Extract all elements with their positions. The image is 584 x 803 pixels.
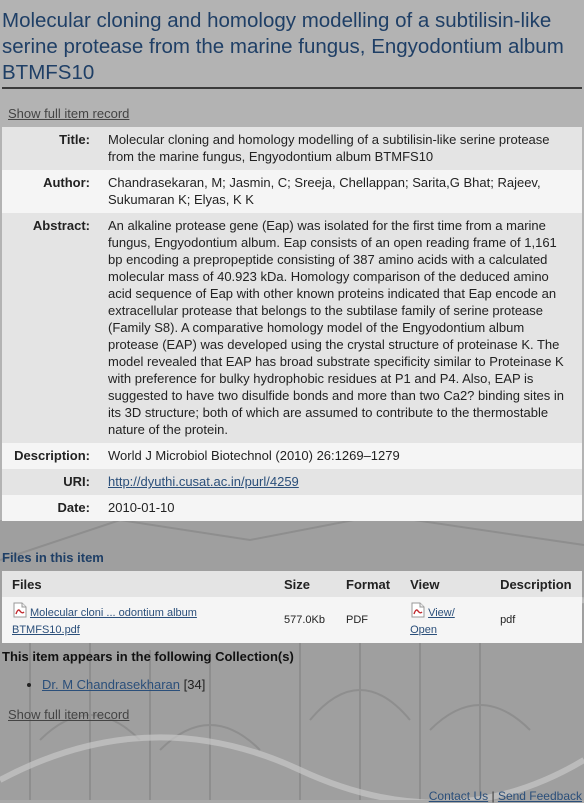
column-header-files: Files <box>2 571 274 597</box>
file-description: pdf <box>490 597 582 643</box>
metadata-row-abstract <box>2 213 582 443</box>
metadata-row-uri <box>2 469 582 495</box>
metadata-value: Chandrasekaran, M; Jasmin, C; Sreeja, Chellappan; Sarita,G Bhat; Rajeev, Sukumaran K; Elyas, K K <box>98 170 582 213</box>
metadata-row-title <box>2 127 582 170</box>
metadata-value: 2010-01-10 <box>98 495 582 521</box>
contact-us-link[interactable]: Contact Us <box>428 789 489 803</box>
footer-separator: | <box>491 789 495 803</box>
file-download-link[interactable] <box>12 607 197 636</box>
collection-link[interactable]: Dr. M Chandrasekharan <box>42 677 181 692</box>
file-name-part2: BTMFS10.pdf <box>12 624 80 636</box>
table-row <box>2 597 582 643</box>
metadata-row-description <box>2 443 582 469</box>
uri-link[interactable]: http://dyuthi.cusat.ac.in/purl/4259 <box>108 474 299 489</box>
page-title: Molecular cloning and homology modelling of a subtilisin-like serine protease from the marine fungus, Engyodontium album BTMFS10 <box>2 9 564 84</box>
collection-count: [34] <box>183 677 206 692</box>
files-header-row <box>2 571 582 597</box>
column-header-view: View <box>400 571 490 597</box>
metadata-label: Title: <box>2 127 98 170</box>
metadata-label: Author: <box>2 170 98 213</box>
pdf-file-icon <box>12 602 28 623</box>
pdf-view-icon <box>410 602 426 623</box>
collections-list <box>22 676 205 694</box>
footer <box>429 789 582 803</box>
file-name-part1: Molecular cloni ... odontium album <box>30 607 197 619</box>
metadata-value: World J Microbiol Biotechnol (2010) 26:1269–1279 <box>98 443 582 469</box>
metadata-row-author <box>2 170 582 213</box>
file-format: PDF <box>336 597 400 643</box>
collections-heading: This item appears in the following Collection(s) <box>2 649 294 664</box>
file-size: 577.0Kb <box>274 597 336 643</box>
metadata-label: Abstract: <box>2 213 98 443</box>
metadata-value <box>98 469 582 495</box>
column-header-size: Size <box>274 571 336 597</box>
item-title-block <box>2 8 582 86</box>
view-cell <box>400 597 490 643</box>
metadata-label: Date: <box>2 495 98 521</box>
column-header-format: Format <box>336 571 400 597</box>
metadata-table <box>2 127 582 521</box>
show-full-record-link-top[interactable]: Show full item record <box>8 106 130 121</box>
metadata-label: URI: <box>2 469 98 495</box>
file-cell <box>2 597 274 643</box>
metadata-value: An alkaline protease gene (Eap) was isolated for the first time from a marine fungus, Engyodontium album. Eap consists of an open reading frame of 1,161 bp encoding a prepropeptide consisting of 387 amino acids with a calculated molecular mass of 40.923 kDa. Homology comparison of the deduced amino acid sequence of Eap with other known proteins indicated that Eap encode an extracellular protease that belongs to the subtilase family of serine protease (Family S8). A comparative homology model of the Engyodontium album protease (EAP) was developed using the crystal structure of proteinase K. The model revealed that EAP has broad substrate specificity similar to Proteinase K with preference for bulky hydrophobic residues at P1 and P4. Also, EAP is suggested to have two disulfide bonds and more than two Ca2? binding sites in its 3D structure; both of which are assumed to contribute to the thermostable nature of the protein. <box>98 213 582 443</box>
metadata-row-date <box>2 495 582 521</box>
column-header-description: Description <box>490 571 582 597</box>
files-heading: Files in this item <box>2 550 104 565</box>
metadata-label: Description: <box>2 443 98 469</box>
metadata-value: Molecular cloning and homology modelling of a subtilisin-like serine protease from the marine fungus, Engyodontium album BTMFS10 <box>98 127 582 170</box>
files-table <box>2 571 582 643</box>
title-divider <box>2 87 582 89</box>
list-item <box>42 676 205 694</box>
send-feedback-link[interactable]: Send Feedback <box>497 789 582 803</box>
view-label-part2: Open <box>410 624 437 636</box>
show-full-record-link-bottom[interactable]: Show full item record <box>8 707 130 722</box>
view-label-part1: View/ <box>428 607 455 619</box>
